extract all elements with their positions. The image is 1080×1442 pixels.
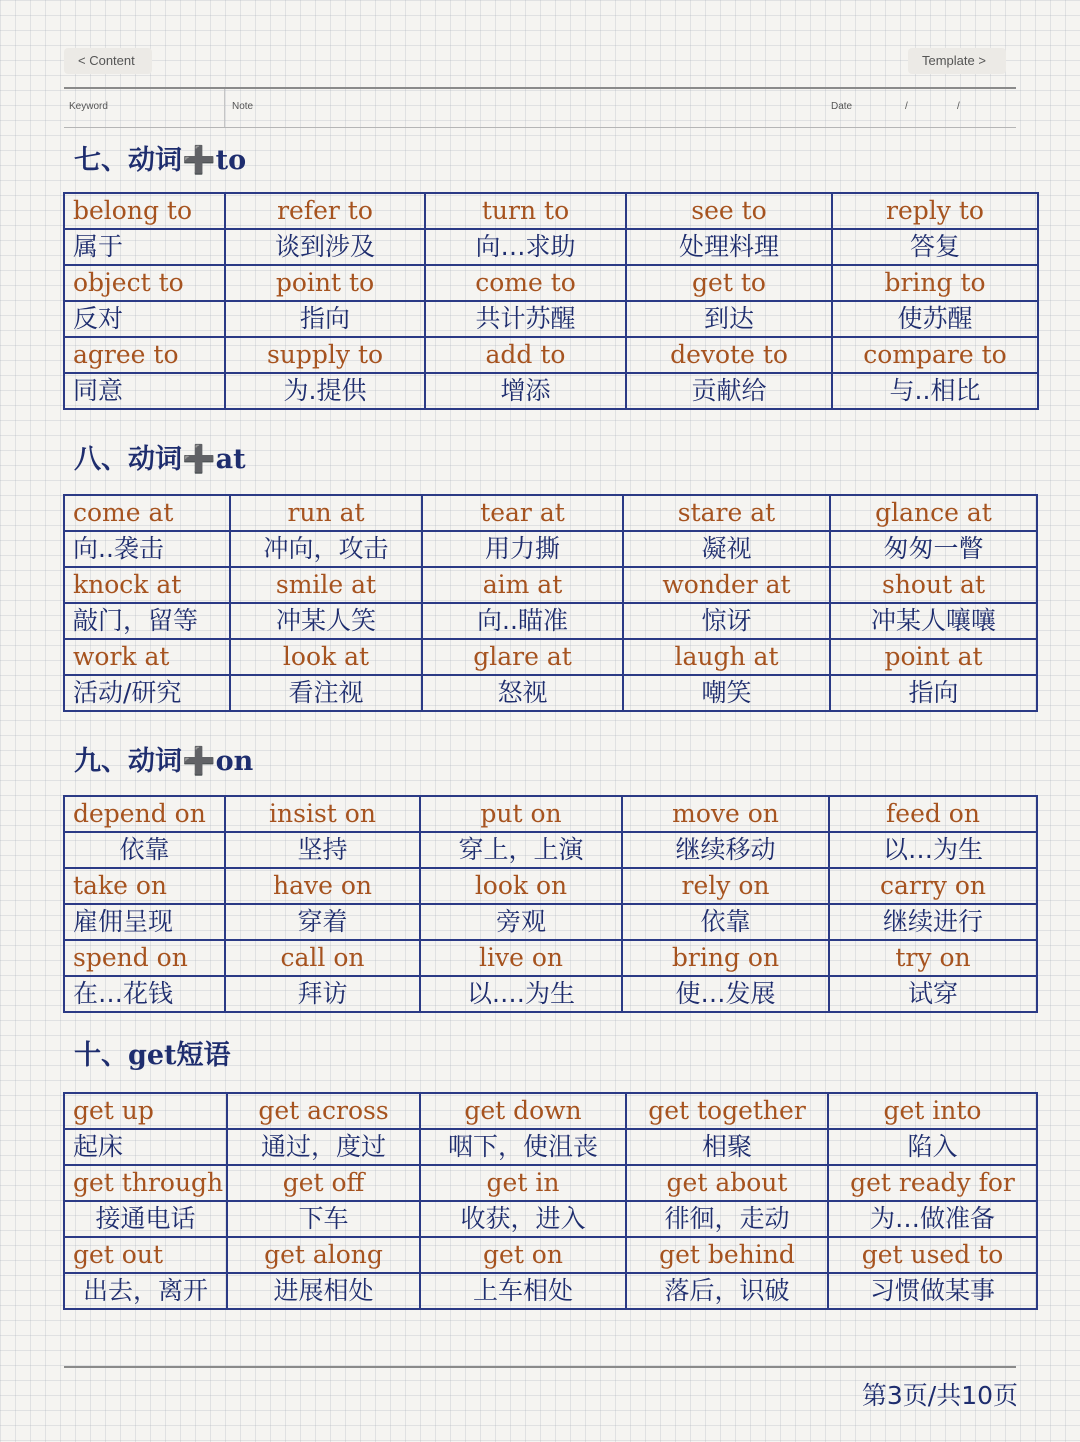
phrase-cell: put on bbox=[420, 796, 622, 832]
phrase-cell: insist on bbox=[225, 796, 420, 832]
meaning-row bbox=[64, 301, 1038, 337]
meaning-cell: 通过，度过 bbox=[227, 1129, 420, 1165]
meaning-cell: 处理料理 bbox=[626, 229, 832, 265]
meaning-cell: 拜访 bbox=[225, 976, 420, 1012]
meaning-cell: 在…花钱 bbox=[64, 976, 225, 1012]
date-separator: / bbox=[957, 101, 960, 112]
meaning-cell: 旁观 bbox=[420, 904, 622, 940]
phrase-cell: get down bbox=[420, 1093, 626, 1129]
meaning-row bbox=[64, 1273, 1037, 1309]
phrase-cell: bring to bbox=[832, 265, 1038, 301]
meaning-cell: 依靠 bbox=[64, 832, 225, 868]
phrase-cell: aim at bbox=[422, 567, 623, 603]
meaning-row bbox=[64, 904, 1037, 940]
keyword-label: Keyword bbox=[69, 101, 108, 112]
meaning-cell: 怒视 bbox=[422, 675, 623, 711]
english-row bbox=[64, 1165, 1037, 1201]
english-row bbox=[64, 193, 1038, 229]
meaning-cell: 使苏醒 bbox=[832, 301, 1038, 337]
meaning-row bbox=[64, 675, 1037, 711]
phrase-cell: get off bbox=[227, 1165, 420, 1201]
phrase-cell: get along bbox=[227, 1237, 420, 1273]
phrase-cell: stare at bbox=[623, 495, 830, 531]
phrase-cell: call on bbox=[225, 940, 420, 976]
phrase-cell: feed on bbox=[829, 796, 1037, 832]
phrase-cell: supply to bbox=[225, 337, 425, 373]
meaning-cell: 向..袭击 bbox=[64, 531, 230, 567]
phrase-cell: get behind bbox=[626, 1237, 828, 1273]
meaning-cell: 增添 bbox=[425, 373, 626, 409]
meaning-row bbox=[64, 373, 1038, 409]
phrase-cell: spend on bbox=[64, 940, 225, 976]
english-row bbox=[64, 495, 1037, 531]
header-top-rule bbox=[64, 87, 1016, 89]
english-row bbox=[64, 265, 1038, 301]
phrase-table-at bbox=[63, 494, 1038, 712]
english-row bbox=[64, 796, 1037, 832]
phrase-cell: knock at bbox=[64, 567, 230, 603]
phrase-cell: get about bbox=[626, 1165, 828, 1201]
meaning-cell: 看注视 bbox=[230, 675, 422, 711]
meaning-cell: 穿着 bbox=[225, 904, 420, 940]
phrase-table-on bbox=[63, 795, 1038, 1013]
phrase-cell: glare at bbox=[422, 639, 623, 675]
phrase-cell: get in bbox=[420, 1165, 626, 1201]
phrase-cell: get through bbox=[64, 1165, 227, 1201]
meaning-cell: 坚持 bbox=[225, 832, 420, 868]
meaning-cell: 使…发展 bbox=[622, 976, 829, 1012]
meaning-cell: 用力撕 bbox=[422, 531, 623, 567]
meaning-cell: 出去，离开 bbox=[64, 1273, 227, 1309]
phrase-cell: get out bbox=[64, 1237, 227, 1273]
phrase-cell: bring on bbox=[622, 940, 829, 976]
phrase-cell: laugh at bbox=[623, 639, 830, 675]
meaning-cell: 以…为生 bbox=[829, 832, 1037, 868]
phrase-cell: look at bbox=[230, 639, 422, 675]
phrase-cell: come to bbox=[425, 265, 626, 301]
meaning-cell: 起床 bbox=[64, 1129, 227, 1165]
phrase-cell: add to bbox=[425, 337, 626, 373]
meaning-cell: 谈到涉及 bbox=[225, 229, 425, 265]
phrase-cell: belong to bbox=[64, 193, 225, 229]
phrase-cell: look on bbox=[420, 868, 622, 904]
meaning-cell: 凝视 bbox=[623, 531, 830, 567]
phrase-cell: smile at bbox=[230, 567, 422, 603]
phrase-cell: work at bbox=[64, 639, 230, 675]
meaning-row bbox=[64, 603, 1037, 639]
meaning-cell: 为…做准备 bbox=[828, 1201, 1037, 1237]
meaning-cell: 向..瞄准 bbox=[422, 603, 623, 639]
meaning-cell: 陷入 bbox=[828, 1129, 1037, 1165]
phrase-cell: get ready for bbox=[828, 1165, 1037, 1201]
meaning-row bbox=[64, 229, 1038, 265]
meaning-cell: 匆匆一瞥 bbox=[830, 531, 1037, 567]
header-divider bbox=[224, 89, 225, 127]
phrase-cell: get together bbox=[626, 1093, 828, 1129]
meaning-cell: 以.…为生 bbox=[420, 976, 622, 1012]
meaning-cell: 进展相处 bbox=[227, 1273, 420, 1309]
meaning-cell: 穿上，上演 bbox=[420, 832, 622, 868]
meaning-cell: 冲某人笑 bbox=[230, 603, 422, 639]
meaning-cell: 敲门，留等 bbox=[64, 603, 230, 639]
meaning-row bbox=[64, 832, 1037, 868]
meaning-cell: 徘徊，走动 bbox=[626, 1201, 828, 1237]
english-row bbox=[64, 868, 1037, 904]
phrase-cell: get into bbox=[828, 1093, 1037, 1129]
template-button[interactable]: Template > bbox=[908, 48, 1006, 74]
meaning-cell: 雇佣呈现 bbox=[64, 904, 225, 940]
meaning-cell: 共计苏醒 bbox=[425, 301, 626, 337]
phrase-cell: reply to bbox=[832, 193, 1038, 229]
meaning-cell: 为.提供 bbox=[225, 373, 425, 409]
phrase-cell: come at bbox=[64, 495, 230, 531]
meaning-cell: 接通电话 bbox=[64, 1201, 227, 1237]
phrase-cell: turn to bbox=[425, 193, 626, 229]
meaning-row bbox=[64, 531, 1037, 567]
meaning-cell: 冲向，攻击 bbox=[230, 531, 422, 567]
phrase-cell: shout at bbox=[830, 567, 1037, 603]
phrase-cell: get on bbox=[420, 1237, 626, 1273]
phrase-cell: agree to bbox=[64, 337, 225, 373]
english-row bbox=[64, 639, 1037, 675]
meaning-cell: 反对 bbox=[64, 301, 225, 337]
phrase-cell: have on bbox=[225, 868, 420, 904]
meaning-cell: 指向 bbox=[830, 675, 1037, 711]
phrase-cell: move on bbox=[622, 796, 829, 832]
meaning-cell: 上车相处 bbox=[420, 1273, 626, 1309]
meaning-cell: 收获，进入 bbox=[420, 1201, 626, 1237]
meaning-cell: 指向 bbox=[225, 301, 425, 337]
section-title-get: 十、get短语 bbox=[74, 1040, 231, 1071]
phrase-cell: devote to bbox=[626, 337, 832, 373]
phrase-cell: point to bbox=[225, 265, 425, 301]
english-row bbox=[64, 1237, 1037, 1273]
english-row bbox=[64, 337, 1038, 373]
meaning-cell: 依靠 bbox=[622, 904, 829, 940]
meaning-cell: 属于 bbox=[64, 229, 225, 265]
meaning-cell: 惊讶 bbox=[623, 603, 830, 639]
phrase-cell: depend on bbox=[64, 796, 225, 832]
phrase-cell: get across bbox=[227, 1093, 420, 1129]
section-title-at: 八、动词➕at bbox=[74, 444, 246, 475]
note-label: Note bbox=[232, 101, 254, 112]
back-to-content-button[interactable]: < Content bbox=[64, 48, 152, 74]
meaning-cell: 相聚 bbox=[626, 1129, 828, 1165]
meaning-cell: 答复 bbox=[832, 229, 1038, 265]
phrase-cell: get up bbox=[64, 1093, 227, 1129]
phrase-cell: see to bbox=[626, 193, 832, 229]
meaning-cell: 落后，识破 bbox=[626, 1273, 828, 1309]
phrase-cell: try on bbox=[829, 940, 1037, 976]
phrase-table-to bbox=[63, 192, 1039, 410]
phrase-cell: tear at bbox=[422, 495, 623, 531]
header-bottom-rule bbox=[64, 127, 1016, 128]
phrase-cell: compare to bbox=[832, 337, 1038, 373]
meaning-cell: 继续移动 bbox=[622, 832, 829, 868]
meaning-cell: 试穿 bbox=[829, 976, 1037, 1012]
meaning-cell: 向…求助 bbox=[425, 229, 626, 265]
meaning-row bbox=[64, 976, 1037, 1012]
meaning-row bbox=[64, 1201, 1037, 1237]
meaning-cell: 冲某人嚷嚷 bbox=[830, 603, 1037, 639]
page-number: 第3页/共10页 bbox=[861, 1381, 1018, 1410]
phrase-table-get bbox=[63, 1092, 1038, 1310]
meaning-cell: 与..相比 bbox=[832, 373, 1038, 409]
phrase-cell: object to bbox=[64, 265, 225, 301]
phrase-cell: point at bbox=[830, 639, 1037, 675]
meaning-cell: 咽下，使沮丧 bbox=[420, 1129, 626, 1165]
section-title-to: 七、动词➕to bbox=[74, 145, 247, 176]
meaning-cell: 贡献给 bbox=[626, 373, 832, 409]
phrase-cell: carry on bbox=[829, 868, 1037, 904]
phrase-cell: rely on bbox=[622, 868, 829, 904]
phrase-cell: refer to bbox=[225, 193, 425, 229]
meaning-cell: 同意 bbox=[64, 373, 225, 409]
phrase-cell: get to bbox=[626, 265, 832, 301]
meaning-cell: 到达 bbox=[626, 301, 832, 337]
phrase-cell: glance at bbox=[830, 495, 1037, 531]
meaning-cell: 活动/研究 bbox=[64, 675, 230, 711]
meaning-cell: 习惯做某事 bbox=[828, 1273, 1037, 1309]
phrase-cell: run at bbox=[230, 495, 422, 531]
section-title-on: 九、动词➕on bbox=[74, 746, 254, 777]
meaning-cell: 继续进行 bbox=[829, 904, 1037, 940]
english-row bbox=[64, 940, 1037, 976]
meaning-row bbox=[64, 1129, 1037, 1165]
date-separator: / bbox=[905, 101, 908, 112]
date-label: Date bbox=[831, 101, 853, 112]
footer-rule bbox=[64, 1366, 1016, 1368]
phrase-cell: live on bbox=[420, 940, 622, 976]
phrase-cell: wonder at bbox=[623, 567, 830, 603]
english-row bbox=[64, 567, 1037, 603]
phrase-cell: take on bbox=[64, 868, 225, 904]
phrase-cell: get used to bbox=[828, 1237, 1037, 1273]
english-row bbox=[64, 1093, 1037, 1129]
meaning-cell: 嘲笑 bbox=[623, 675, 830, 711]
meaning-cell: 下车 bbox=[227, 1201, 420, 1237]
